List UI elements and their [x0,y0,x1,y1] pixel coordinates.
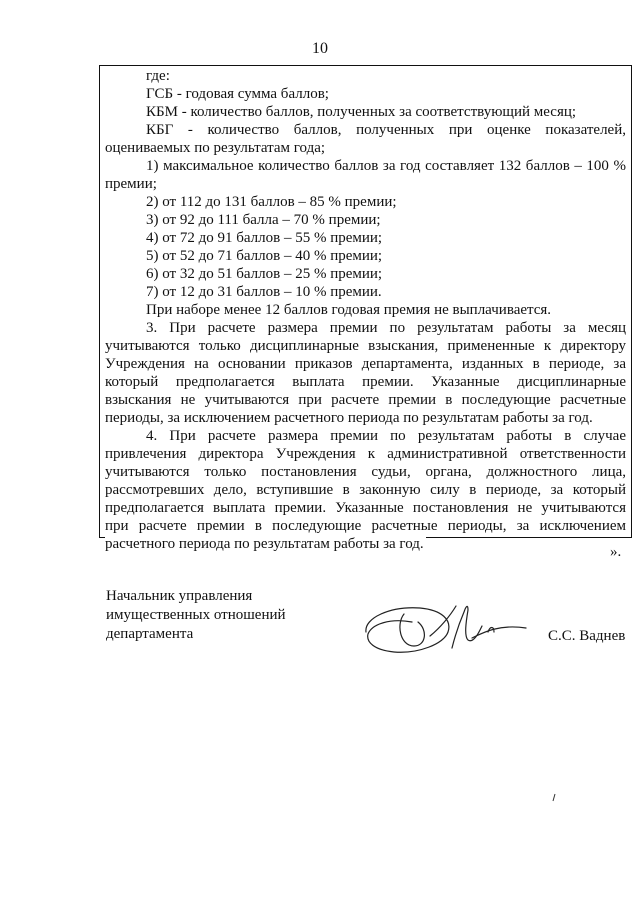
text-line: учитываются только постановления судьи, органа, должностного лица, [105,464,626,480]
text-line: 1) максимальное количество баллов за год составляет 132 баллов – 100 % [146,158,626,174]
signatory-title-line: имущественных отношений [106,607,286,623]
text-line: периоды, за исключением расчетного периода по результатам работы за год. [105,410,593,426]
text-line: КБМ - количество баллов, полученных за соответствующий месяц; [146,104,577,120]
text-line: который предполагается выплата премии. Указанные дисциплинарные [105,374,626,390]
text-line: Учреждения на основании приказов департамента, изданных в периоде, за [105,356,626,372]
text-line: оцениваемых по результатам года; [105,140,326,156]
signatory-title [106,587,286,644]
closing-quote: ». [610,544,622,560]
text-line: взыскания не учитываются при расчете премии в последующие расчетные [105,392,626,408]
list-item: 7) от 12 до 31 баллов – 10 % премии. [146,284,382,300]
list-item: 4) от 72 до 91 баллов – 55 % премии; [146,230,383,246]
text-line: расчетного периода по результатам работы за год. [105,536,424,552]
text-line: учитываются только дисциплинарные взыскания, примененные к директору [105,338,626,354]
text-line: премии; [105,176,157,192]
text-line: привлечения директора Учреждения к административной ответственности [105,446,626,462]
signatory-name: С.С. Ваднев [548,628,626,644]
text-line: рассмотревших дело, вступившие в законную силу в периоде, за который [105,482,626,498]
list-item: 2) от 112 до 131 баллов – 85 % премии; [146,194,397,210]
text-line: при расчете премии в последующие расчетные периоды, за исключением [105,518,626,534]
text-line: КБГ - количество баллов, полученных при оценке показателей, [146,122,626,138]
text-line: где: [146,68,170,84]
list-item: 3) от 92 до 111 балла – 70 % премии; [146,212,381,228]
signatory-title-line: Начальник управления [106,588,253,604]
list-item: 6) от 32 до 51 баллов – 25 % премии; [146,266,383,282]
list-item: 5) от 52 до 71 баллов – 40 % премии; [146,248,383,264]
text-line: 4. При расчете размера премии по результатам работы в случае [146,428,626,444]
text-line: ГСБ - годовая сумма баллов; [146,86,329,102]
text-line: При наборе менее 12 баллов годовая премия не выплачивается. [146,302,552,318]
text-line: предполагается выплата премии. Указанные постановления не учитываются [105,500,626,516]
handwritten-signature [360,596,530,666]
page-number: 10 [312,40,328,57]
text-line: 3. При расчете размера премии по результатам работы за месяц [146,320,626,336]
ink-mark [551,793,557,803]
signatory-title-line: департамента [106,626,194,642]
